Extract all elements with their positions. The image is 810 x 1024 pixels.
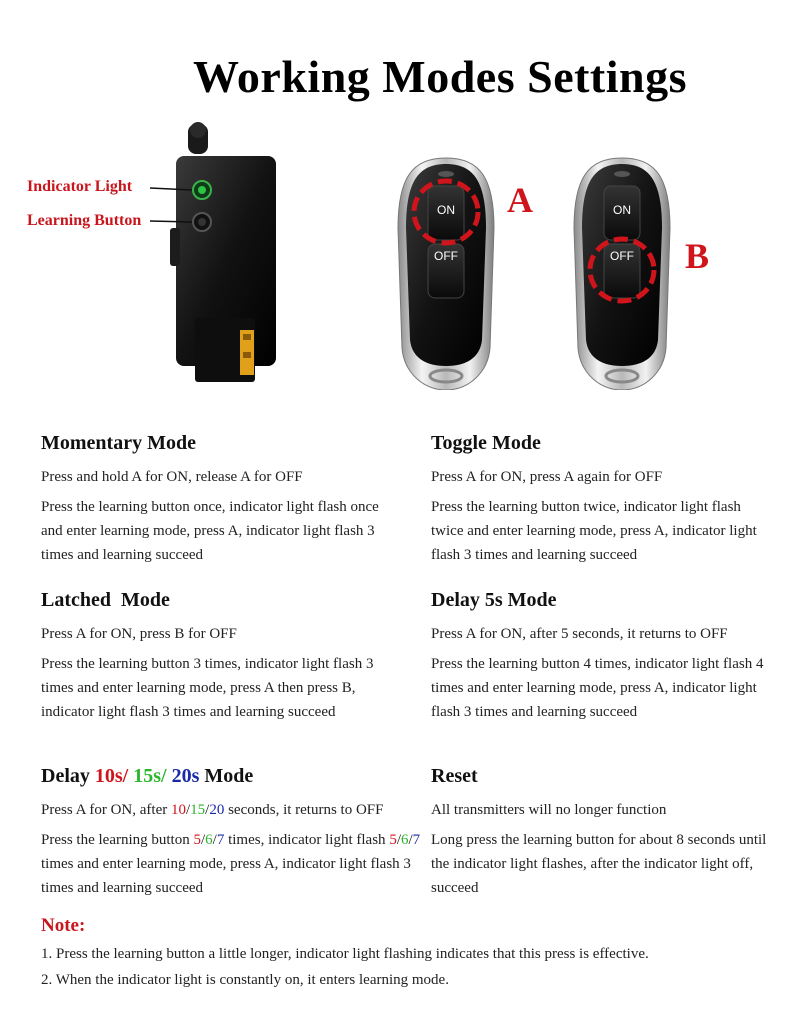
separator: / xyxy=(205,802,210,818)
latched-line1: Press A for ON, press B for OFF xyxy=(41,626,237,642)
section-delay-5s xyxy=(431,589,776,732)
delay-multi-line1-prefix: Press A for ON, after xyxy=(41,802,171,818)
flash-count-7: 7 xyxy=(412,832,421,848)
remote-b-off-label: OFF xyxy=(610,249,634,263)
delay-multi-title-prefix: Delay xyxy=(41,765,95,787)
delay5-line1: Press A for ON, after 5 seconds, it returns to OFF xyxy=(431,626,728,642)
separator: / xyxy=(396,832,401,848)
section-momentary xyxy=(41,432,401,575)
separator: / xyxy=(408,832,413,848)
toggle-line1: Press A for ON, press A again for OFF xyxy=(431,469,663,485)
flash-count-6: 6 xyxy=(400,832,409,848)
note-item-1: 1. Press the learning button a little longer, indicator light flashing indicates that this press is effective. xyxy=(41,946,649,962)
delay-multi-line2-suffix: times and enter learning mode, press A, indicator light flash 3 times and learning succeed xyxy=(41,832,428,896)
delay5-line2: Press the learning button 4 times, indicator light flash 4 times and enter learning mode, press A, indicator light flash 3 times and learning succeed xyxy=(431,656,764,720)
product-illustration xyxy=(0,120,810,390)
remote-a-off-label: OFF xyxy=(434,249,458,263)
delay-20s-label: 20s xyxy=(171,765,200,787)
remote-b-letter: B xyxy=(684,236,710,276)
delay-15-value: 15 xyxy=(190,802,206,818)
product-figure xyxy=(0,120,810,390)
receiver-module xyxy=(150,122,276,382)
press-count-6: 6 xyxy=(205,832,213,848)
delay-multi-line2 xyxy=(41,828,428,900)
reset-line1: All transmitters will no longer function xyxy=(431,802,667,818)
delay-multi-line2-prefix: Press the learning button xyxy=(41,832,194,848)
momentary-title: Momentary Mode xyxy=(41,432,196,454)
note-title: Note: xyxy=(41,915,86,936)
separator: / xyxy=(212,832,217,848)
latched-title: Latched Mode xyxy=(41,589,170,611)
delay-multi-line2-mid: times, indicator light flash xyxy=(224,832,390,848)
delay-10s-label: 10s/ xyxy=(94,765,129,787)
delay-multi-line1 xyxy=(41,798,421,822)
indicator-light-label: Indicator Light xyxy=(27,178,133,195)
toggle-line2: Press the learning button twice, indicator light flash twice and enter learning mode, press A, indicator light flash 3 times and learning succeed xyxy=(431,499,757,563)
remote-b xyxy=(574,158,670,390)
note-section xyxy=(41,915,781,995)
momentary-line2: Press the learning button once, indicator light flash once and enter learning mode, press A, indicator light flash 3 times and learning succeed xyxy=(41,499,379,563)
remote-a xyxy=(398,158,494,390)
press-count-7: 7 xyxy=(216,832,225,848)
separator: / xyxy=(185,802,191,818)
delay5-title: Delay 5s Mode xyxy=(431,589,557,611)
remote-a-on-label: ON xyxy=(437,203,455,217)
delay-multi-title-suffix: Mode xyxy=(199,765,254,787)
latched-line2: Press the learning button 3 times, indicator light flash 3 times and enter learning mode, press A then press B, indicator light flash 3 times and learning succeed xyxy=(41,656,374,720)
page-title: Working Modes Settings xyxy=(192,51,688,102)
section-reset xyxy=(431,765,776,908)
toggle-title: Toggle Mode xyxy=(431,432,541,454)
remote-b-on-label: ON xyxy=(613,203,631,217)
delay-10-value: 10 xyxy=(170,802,186,818)
note-item-2: 2. When the indicator light is constantly on, it enters learning mode. xyxy=(41,972,449,988)
delay-15s-label: 15s/ xyxy=(133,765,167,787)
separator: / xyxy=(200,832,206,848)
section-delay-multi xyxy=(41,765,428,908)
press-count-5: 5 xyxy=(193,832,201,848)
delay-multi-title xyxy=(41,765,421,788)
reset-title: Reset xyxy=(431,765,478,787)
section-toggle xyxy=(431,432,776,575)
learning-button-label: Learning Button xyxy=(27,212,142,229)
momentary-line1: Press and hold A for ON, release A for OFF xyxy=(41,469,303,485)
section-latched xyxy=(41,589,401,732)
delay-multi-line1-suffix: seconds, it returns to OFF xyxy=(224,802,384,818)
flash-count-5: 5 xyxy=(389,832,397,848)
remote-a-letter: A xyxy=(507,180,533,220)
delay-20-value: 20 xyxy=(209,802,225,818)
reset-line2: Long press the learning button for about 8 seconds until the indicator light flashes, after the indicator light off, succeed xyxy=(431,832,767,896)
